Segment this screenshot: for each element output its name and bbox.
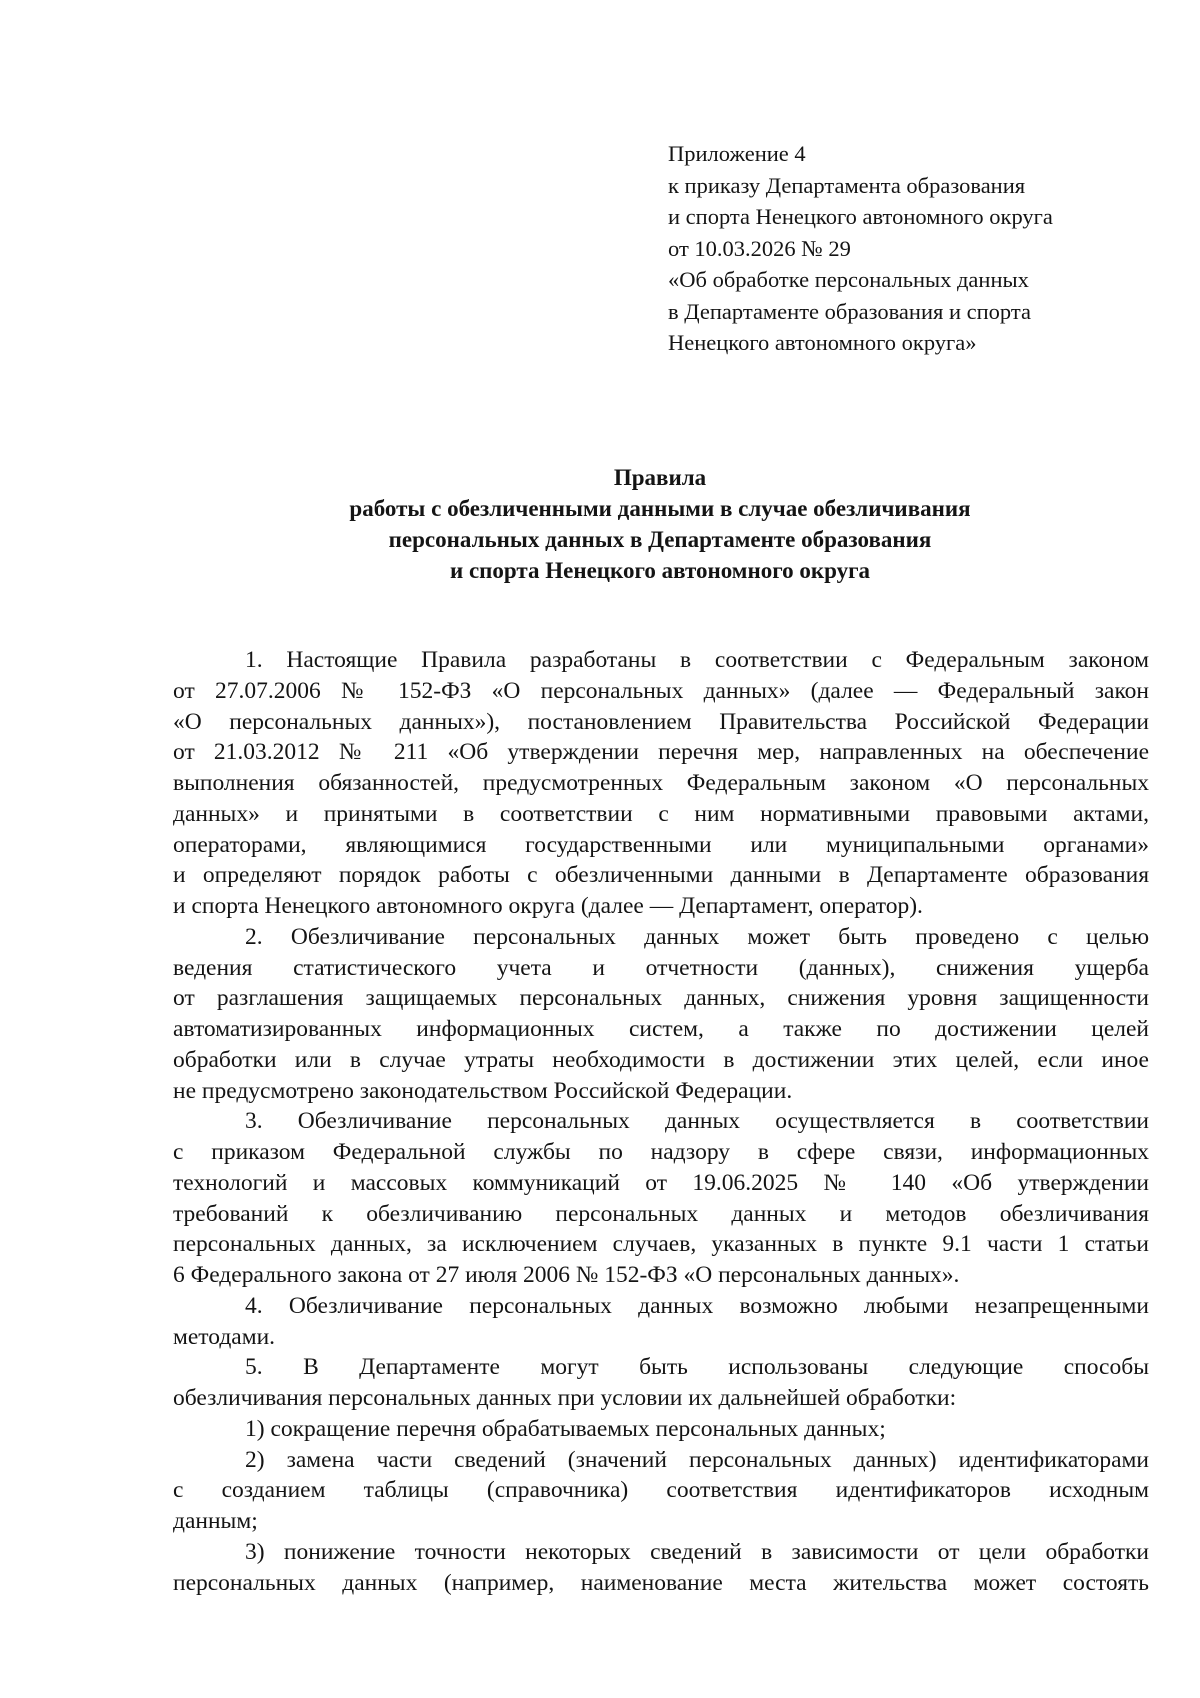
- appendix-line: в Департаменте образования и спорта: [668, 298, 1031, 324]
- paragraph-line: персональных данных, за исключением случаев, указанных в пункте 9.1 части 1 статьи: [173, 1231, 1149, 1258]
- paragraph-line: и определяют порядок работы с обезличенными данными в Департаменте образования: [173, 862, 1149, 889]
- paragraph-line: 2) замена части сведений (значений персональных данных) идентификаторами: [245, 1446, 1149, 1473]
- appendix-line: от 10.03.2026 № 29: [668, 235, 851, 261]
- paragraph-line: данных» и принятыми в соответствии с ним нормативными правовыми актами,: [173, 800, 1149, 827]
- paragraph: [173, 922, 1149, 1107]
- paragraph: [173, 1352, 1149, 1414]
- paragraph: [173, 1106, 1149, 1291]
- appendix-header: [668, 138, 1148, 359]
- appendix-line: и спорта Ненецкого автономного округа: [668, 204, 1053, 229]
- paragraph-line: с созданием таблицы (справочника) соответствия идентификаторов исходным: [173, 1477, 1149, 1504]
- paragraph-line: 3) понижение точности некоторых сведений в зависимости от цели обработки: [245, 1538, 1149, 1565]
- paragraph-line: обработки или в случае утраты необходимости в достижении этих целей, если иное: [173, 1046, 1149, 1073]
- paragraph-line: методами.: [173, 1323, 276, 1350]
- paragraph: [173, 645, 1149, 922]
- paragraph-line: от 27.07.2006 № 152-ФЗ «О персональных данных» (далее — Федеральный закон: [173, 677, 1149, 704]
- paragraph-line: 6 Федерального закона от 27 июля 2006 № 152-ФЗ «О персональных данных».: [173, 1262, 960, 1288]
- document-body: [173, 645, 1149, 1598]
- paragraph-line: выполнения обязанностей, предусмотренных Федеральным законом «О персональных: [173, 770, 1149, 796]
- paragraph-line: ведения статистического учета и отчетности (данных), снижения ущерба: [173, 954, 1149, 981]
- paragraph-line: персональных данных (например, наименование места жительства может состоять: [173, 1569, 1149, 1596]
- paragraph-line: операторами, являющимися государственными или муниципальными органами»: [173, 831, 1149, 858]
- appendix-line: «Об обработке персональных данных: [668, 267, 1029, 292]
- paragraph: [173, 1291, 1149, 1353]
- paragraph-line: технологий и массовых коммуникаций от 19.06.2025 № 140 «Об утверждении: [173, 1169, 1149, 1196]
- paragraph-line: данным;: [173, 1508, 258, 1534]
- paragraph: [173, 1414, 1149, 1445]
- title-line: работы с обезличенными данными в случае обезличивания: [349, 496, 971, 521]
- paragraph-line: от разглашения защищаемых персональных данных, снижения уровня защищенности: [173, 985, 1149, 1012]
- paragraph-line: не предусмотрено законодательством Российской Федерации.: [173, 1077, 793, 1104]
- paragraph-line: 1. Настоящие Правила разработаны в соответствии с Федеральным законом: [245, 647, 1149, 673]
- paragraph-line: 3. Обезличивание персональных данных осуществляется в соответствии: [245, 1108, 1149, 1135]
- paragraph-line: 1) сокращение перечня обрабатываемых персональных данных;: [245, 1415, 886, 1442]
- appendix-line: Ненецкого автономного округа»: [668, 330, 977, 355]
- paragraph-line: с приказом Федеральной службы по надзору в сфере связи, информационных: [173, 1139, 1149, 1165]
- paragraph: [173, 1445, 1149, 1537]
- paragraph-line: 4. Обезличивание персональных данных возможно любыми незапрещенными: [245, 1292, 1149, 1319]
- document-title: [170, 462, 1150, 586]
- title-line: Правила: [613, 465, 707, 490]
- paragraph: [173, 1537, 1149, 1599]
- title-line: персональных данных в Департаменте образования: [388, 527, 932, 552]
- paragraph-line: «О персональных данных»), постановлением Правительства Российской Федерации: [173, 708, 1149, 735]
- paragraph-line: требований к обезличиванию персональных данных и методов обезличивания: [173, 1200, 1149, 1227]
- paragraph-line: от 21.03.2012 № 211 «Об утверждении перечня мер, направленных на обеспечение: [173, 739, 1149, 766]
- title-line: и спорта Ненецкого автономного округа: [449, 558, 871, 583]
- appendix-line: Приложение 4: [668, 141, 806, 166]
- paragraph-line: 2. Обезличивание персональных данных может быть проведено с целью: [245, 923, 1149, 950]
- appendix-line: к приказу Департамента образования: [668, 172, 1026, 198]
- paragraph-line: обезличивания персональных данных при условии их дальнейшей обработки:: [173, 1385, 957, 1411]
- paragraph-line: автоматизированных информационных систем, а также по достижении целей: [173, 1016, 1149, 1042]
- paragraph-line: и спорта Ненецкого автономного округа (далее — Департамент, оператор).: [173, 893, 923, 919]
- paragraph-line: 5. В Департаменте могут быть использованы следующие способы: [245, 1354, 1149, 1381]
